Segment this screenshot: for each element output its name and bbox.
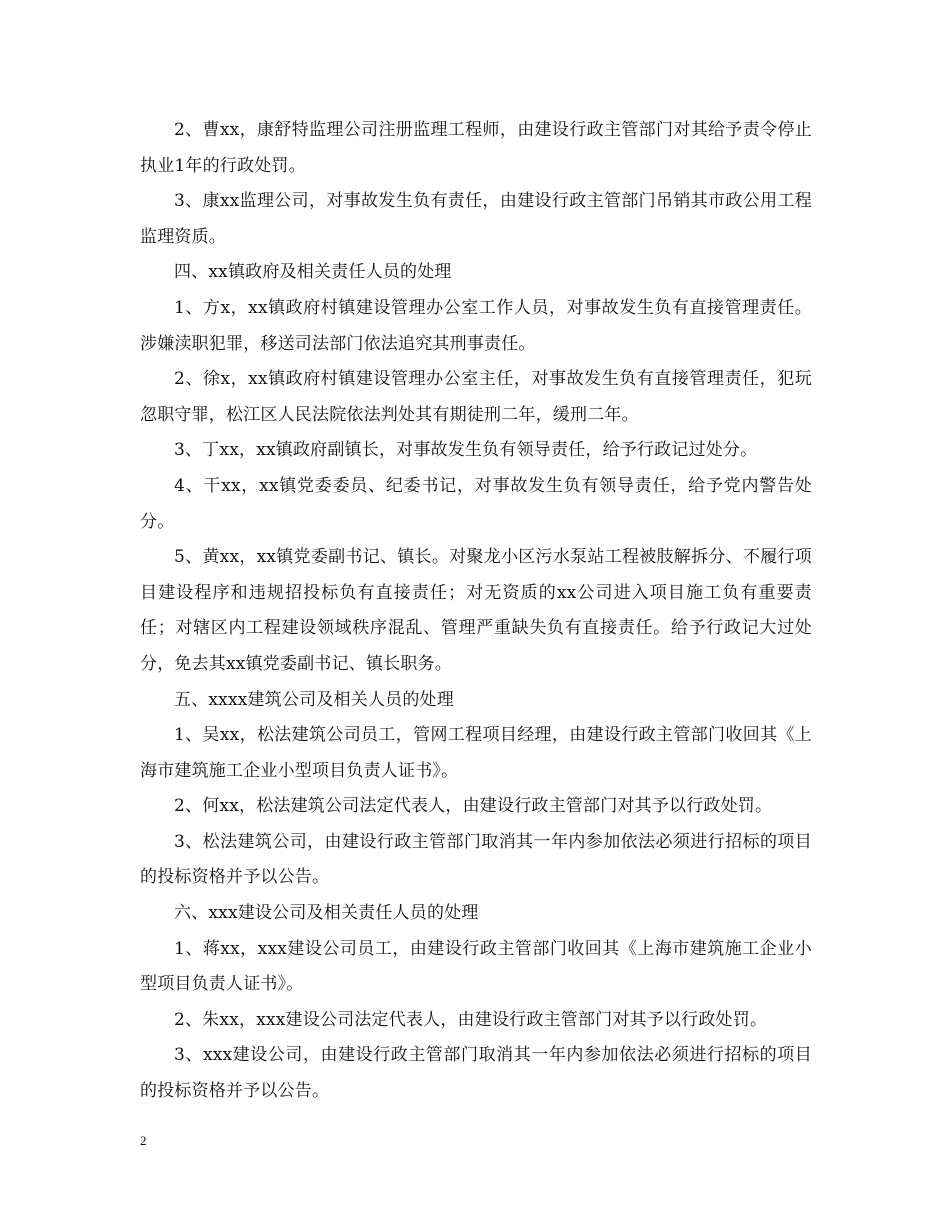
section-heading-6: 六、xxx建设公司及相关责任人员的处理 <box>174 903 479 924</box>
paragraph-ganxx: 4、干xx，xx镇党委委员、纪委书记，对事故发生负有领导责任，给予党内警告处分。 <box>140 475 812 532</box>
paragraph-zhuxx: 2、朱xx，xxx建设公司法定代表人，由建设行政主管部门对其予以行政处罚。 <box>174 1009 768 1030</box>
paragraph-xxx-company: 3、xxx建设公司，由建设行政主管部门取消其一年内参加依法必须进行招标的项目的投标资格并予以公告。 <box>140 1045 812 1102</box>
paragraph-kangxx: 3、康xx监理公司，对事故发生负有责任，由建设行政主管部门吊销其市政公用工程监理资质。 <box>140 191 812 247</box>
document-body <box>140 113 812 1110</box>
section-heading-5: 五、xxxx建筑公司及相关人员的处理 <box>174 689 454 710</box>
paragraph-caoxx: 2、曹xx，康舒特监理公司注册监理工程师，由建设行政主管部门对其给予责令停止执业1年的行政处罚。 <box>140 120 812 176</box>
paragraph-xux: 2、徐x，xx镇政府村镇建设管理办公室主任，对事故发生负有直接管理责任，犯玩忽职守罪，松江区人民法院依法判处其有期徒刑二年，缓刑二年。 <box>140 369 812 425</box>
paragraph-jiangxx: 1、蒋xx，xxx建设公司员工，由建设行政主管部门收回其《上海市建筑施工企业小型项目负责人证书》。 <box>140 938 812 995</box>
paragraph-hexx: 2、何xx，松法建筑公司法定代表人，由建设行政主管部门对其予以行政处罚。 <box>174 796 773 817</box>
paragraph-songfa-company: 3、松法建筑公司，由建设行政主管部门取消其一年内参加依法必须进行招标的项目的投标资格并予以公告。 <box>140 831 812 888</box>
page-number: 2 <box>140 1133 147 1148</box>
paragraph-fangx: 1、方x，xx镇政府村镇建设管理办公室工作人员，对事故发生负有直接管理责任。涉嫌渎职犯罪，移送司法部门依法追究其刑事责任。 <box>140 297 812 354</box>
paragraph-huangxx: 5、黄xx，xx镇党委副书记、镇长。对聚龙小区污水泵站工程被肢解拆分、不履行项目建设程序和违规招投标负有直接责任；对无资质的xx公司进入项目施工负有重要责任；对辖区内工程建设领域秩序混乱、管理严重缺失负有直接责任。给予行政记大过处分，免去其xx镇党委副书记、镇长职务。 <box>140 547 812 674</box>
section-heading-4: 四、xx镇政府及相关责任人员的处理 <box>174 262 452 283</box>
paragraph-wuxx: 1、吴xx，松法建筑公司员工，管网工程项目经理，由建设行政主管部门收回其《上海市建筑施工企业小型项目负责人证书》。 <box>140 725 812 781</box>
paragraph-dingxx: 3、丁xx，xx镇政府副镇长，对事故发生负有领导责任，给予行政记过处分。 <box>174 440 758 461</box>
